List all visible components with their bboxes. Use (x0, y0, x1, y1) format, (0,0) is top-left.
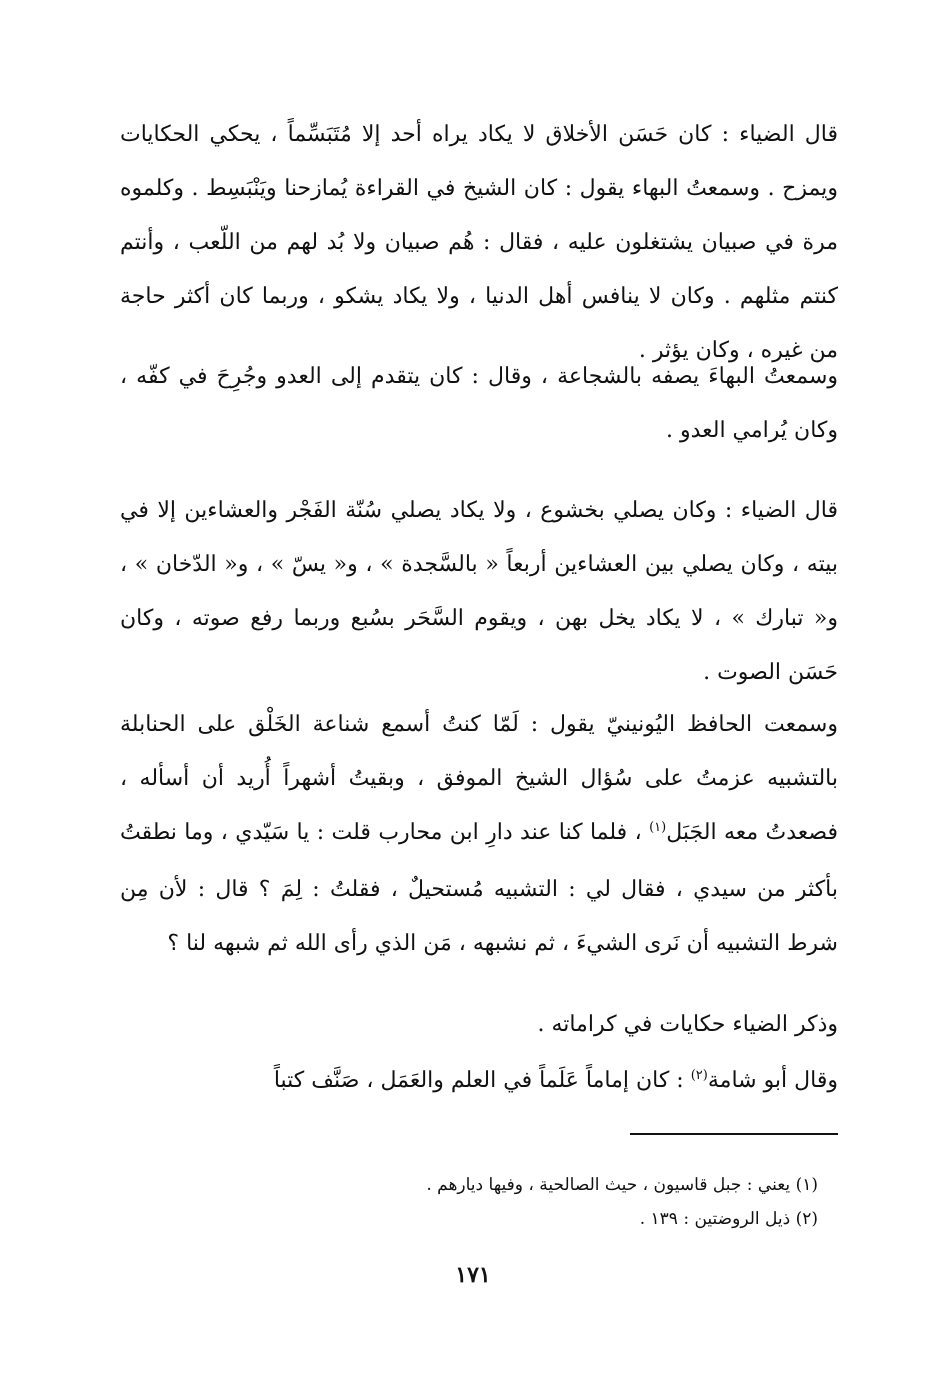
paragraph-courage (120, 350, 838, 458)
paragraph-text-part: ، فلما كنا عند دارِ ابن محارب قلت : يا سَيّدي ، وما نطقتُ بأكثر من سيدي ، فقال لي : التشبيه مُستحيلٌ ، فقلتُ : لِمَ ؟ قال : لأن مِن شرط التشبيه أن نَرى الشيءَ ، ثم نشبهه ، مَن الذي رأى الله ثم شبهه لنا ؟ (120, 820, 838, 956)
footnote-2: (٢) ذيل الروضتين : ١٣٩ . (639, 1209, 818, 1229)
paragraph-text (120, 698, 838, 971)
paragraph-tashbih (120, 698, 838, 971)
paragraph-manners (120, 108, 838, 378)
paragraph-prayer (120, 484, 838, 700)
paragraph-text: قال الضياء : كان حَسَن الأخلاق لا يكاد يراه أحد إلا مُتَبَسِّماً ، يحكي الحكايات ويمزح . وسمعتُ البهاء يقول : كان الشيخ في القراءة يُمازحنا ويَنْبَسِط . وكلموه مرة في صبيان يشتغلون عليه ، فقال : هُم صبيان ولا بُد لهم من اللّعب ، وأنتم كنتم مثلهم . وكان لا ينافس أهل الدنيا ، ولا يكاد يشكو ، وربما كان أكثر حاجة من غيره ، وكان يؤثر . (120, 122, 838, 363)
paragraph-text-part: : كان إماماً عَلَماً في العلم والعَمَل ، صَنَّف كتباً (273, 1068, 691, 1093)
footnote-1: (١) يعني : جبل قاسيون ، حيث الصالحية ، وفيها ديارهم . (426, 1175, 818, 1195)
footnote-divider (630, 1133, 838, 1135)
footnotes (200, 1168, 818, 1236)
paragraph-karamat (120, 998, 838, 1052)
footnote-marker: (١) (649, 820, 667, 835)
paragraph-text: قال الضياء : وكان يصلي بخشوع ، ولا يكاد يصلي سُنّة الفَجْر والعشاءين إلا في بيته ، وكان يصلي بين العشاءين أربعاً « بالسَّجدة » ، و« يسّ » ، و« الدّخان » ، و« تبارك » ، لا يكاد يخل بهن ، ويقوم السَّحَر بسُبع وربما رفع صوته ، وكان حَسَن الصوت . (120, 498, 838, 685)
paragraph-text: وسمعتُ البهاءَ يصفه بالشجاعة ، وقال : كان يتقدم إلى العدو وجُرِحَ في كفّه ، وكان يُرامي العدو . (120, 364, 838, 443)
page-number: ١٧١ (455, 1262, 491, 1288)
paragraph-text-part: وقال أبو شامة (707, 1068, 838, 1093)
paragraph-text-part: وسمعت الحافظ اليُونينيّ يقول : لَمّا كنتُ أسمع شناعة الخَلْق على الحنابلة بالتشبيه عزمتُ على سُؤال الشيخ الموفق ، وبقيتُ أشهراً أُريد أن أسأله ، فصعدتُ معه الجَبَل (120, 712, 838, 845)
paragraph-abu-shama (120, 1054, 838, 1111)
footnote-marker: (٢) (690, 1068, 708, 1083)
paragraph-text (120, 1054, 838, 1111)
paragraph-text: وذكر الضياء حكايات في كراماته . (537, 1012, 838, 1037)
